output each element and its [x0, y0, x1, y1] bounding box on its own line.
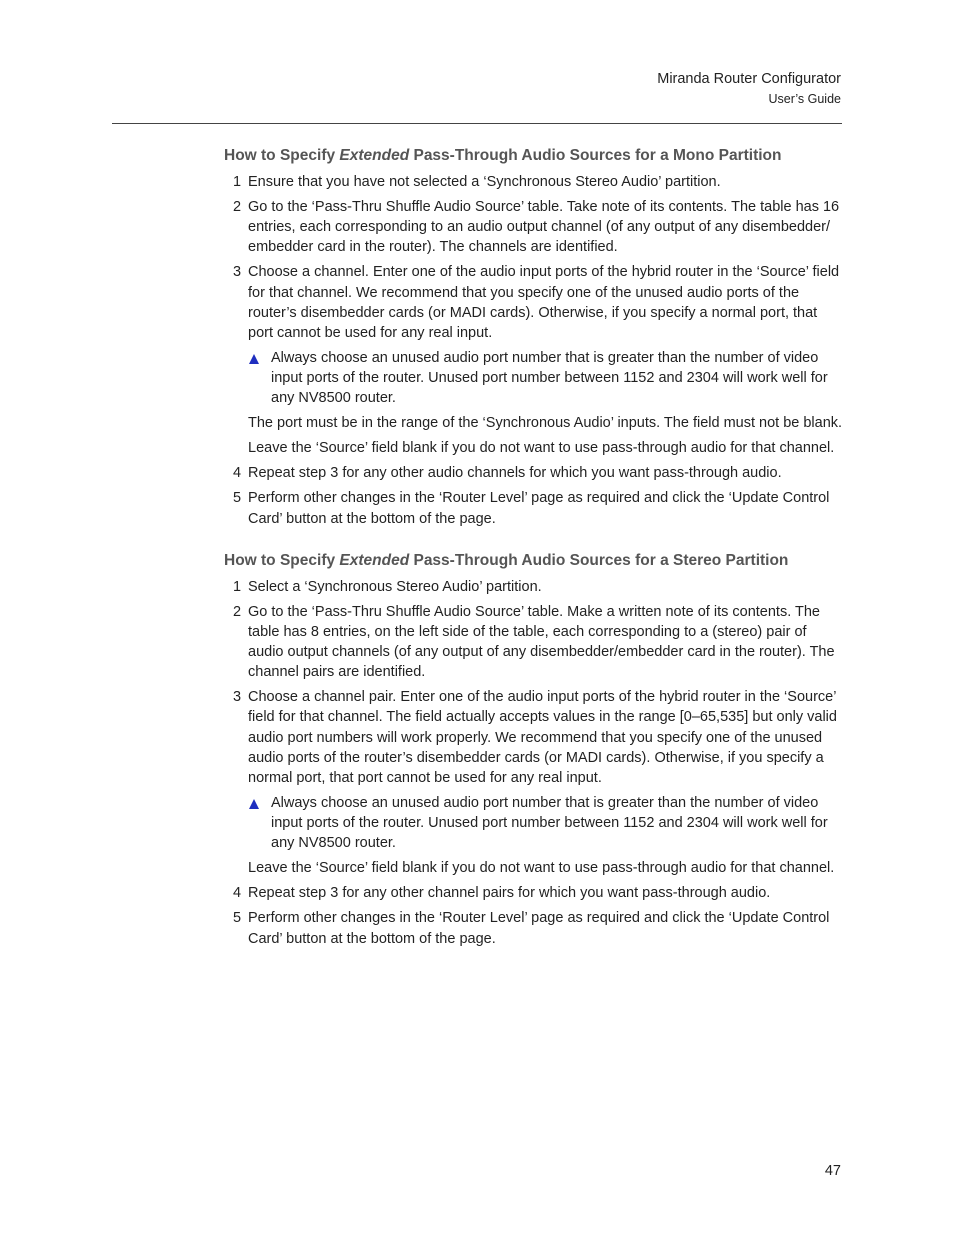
- step-number: 5: [233, 490, 242, 507]
- step-text: Go to the ‘Pass-Thru Shuffle Audio Source’ table. Make a written note of its contents. The table has 8 entries, on the left side of the table, each corresponding to a (stereo) pair of audio output channels (of any output of any disembedder/embedder card in the router). The channel pairs are identified.: [248, 603, 835, 681]
- steps-list-mono: [224, 172, 844, 343]
- list-item: [224, 463, 844, 483]
- step-number: 1: [233, 174, 242, 190]
- step-text: Ensure that you have not selected a ‘Synchronous Stereo Audio’ partition.: [248, 174, 721, 190]
- heading-text: Pass-Through Audio Sources for a Mono Partition: [409, 147, 782, 164]
- note-text: Always choose an unused audio port number that is greater than the number of video input ports of the router. Unused port number between 1152 and 2304 will work well for any NV8500 router.: [271, 795, 828, 852]
- note-stereo: [224, 793, 844, 854]
- step-text: Perform other changes in the ‘Router Level’ page as required and click the ‘Update Control Card’ button at the bottom of the page.: [248, 910, 830, 947]
- step-text: Repeat step 3 for any other channel pairs for which you want pass-through audio.: [248, 885, 771, 902]
- step-number: 3: [233, 689, 242, 706]
- list-item: [224, 262, 844, 343]
- note-text: Always choose an unused audio port number that is greater than the number of video input ports of the router. Unused port number between 1152 and 2304 will work well for any NV8500 router.: [271, 350, 828, 407]
- list-item: [224, 197, 844, 258]
- step-number: 4: [233, 885, 242, 902]
- doc-subtitle: User’s Guide: [768, 92, 841, 106]
- step-number: 1: [233, 578, 242, 595]
- header-rule: [112, 123, 842, 124]
- step-number: 4: [233, 465, 242, 482]
- list-item: [224, 602, 844, 683]
- list-item: [224, 172, 844, 192]
- step-text: Repeat step 3 for any other audio channels for which you want pass-through audio.: [248, 465, 782, 482]
- list-item: [224, 577, 844, 597]
- note-mono: [224, 348, 844, 409]
- doc-title: Miranda Router Configurator: [657, 71, 841, 87]
- step-number: 3: [233, 264, 242, 281]
- heading-text: Pass-Through Audio Sources for a Stereo Partition: [409, 551, 789, 569]
- section-spacer: [224, 534, 844, 551]
- steps-list-mono-continued: [224, 463, 844, 528]
- step-text: Select a ‘Synchronous Stereo Audio’ partition.: [248, 578, 542, 595]
- heading-text: How to Specify: [224, 551, 340, 569]
- step-text: Choose a channel. Enter one of the audio input ports of the hybrid router in the ‘Source’ field for that channel. We recommend that you specify one of the unused audio ports of the router’s disembedder cards (or MADI cards). Otherwise, if you specify a normal port, that port cannot be used for any real input.: [248, 264, 840, 342]
- steps-list-stereo: [224, 577, 844, 789]
- step-number: 5: [233, 910, 242, 927]
- step-number: 2: [233, 603, 242, 620]
- page-content: [224, 146, 844, 954]
- section-heading-stereo: [224, 551, 844, 571]
- list-item: [224, 687, 844, 788]
- warning-triangle-icon: [249, 799, 259, 809]
- warning-triangle-icon: [249, 354, 259, 364]
- paragraph: Leave the ‘Source’ field blank if you do not want to use pass-through audio for that channel.: [248, 440, 835, 457]
- page-number: 47: [824, 1163, 841, 1179]
- section-heading-mono: [224, 146, 844, 166]
- heading-text: How to Specify: [224, 147, 340, 164]
- list-item: [224, 908, 844, 948]
- paragraph: Leave the ‘Source’ field blank if you do not want to use pass-through audio for that channel.: [248, 860, 835, 877]
- paragraph: The port must be in the range of the ‘Synchronous Audio’ inputs. The field must not be blank.: [248, 415, 843, 432]
- heading-emphasis: Extended: [339, 147, 410, 164]
- heading-emphasis: Extended: [339, 551, 410, 569]
- list-item: [224, 883, 844, 903]
- step-text: Go to the ‘Pass-Thru Shuffle Audio Source’ table. Take note of its contents. The table has 16 entries, each corresponding to an audio output channel (of any output of any disembedder/ embedder card in the router). The channels are identified.: [248, 199, 840, 256]
- step-text: Choose a channel pair. Enter one of the audio input ports of the hybrid router in the ‘Source’ field for that channel. The field actually accepts values in the range [0–65,535] but only valid audio port numbers will work properly. We recommend that you specify one of the unused audio ports of the router’s disembedder cards (or MADI cards). Otherwise, if you specify a normal port, that port cannot be used for any real input.: [248, 689, 837, 787]
- step-number: 2: [233, 199, 242, 215]
- steps-list-stereo-continued: [224, 883, 844, 948]
- list-item: [224, 488, 844, 528]
- step-text: Perform other changes in the ‘Router Level’ page as required and click the ‘Update Control Card’ button at the bottom of the page.: [248, 490, 830, 527]
